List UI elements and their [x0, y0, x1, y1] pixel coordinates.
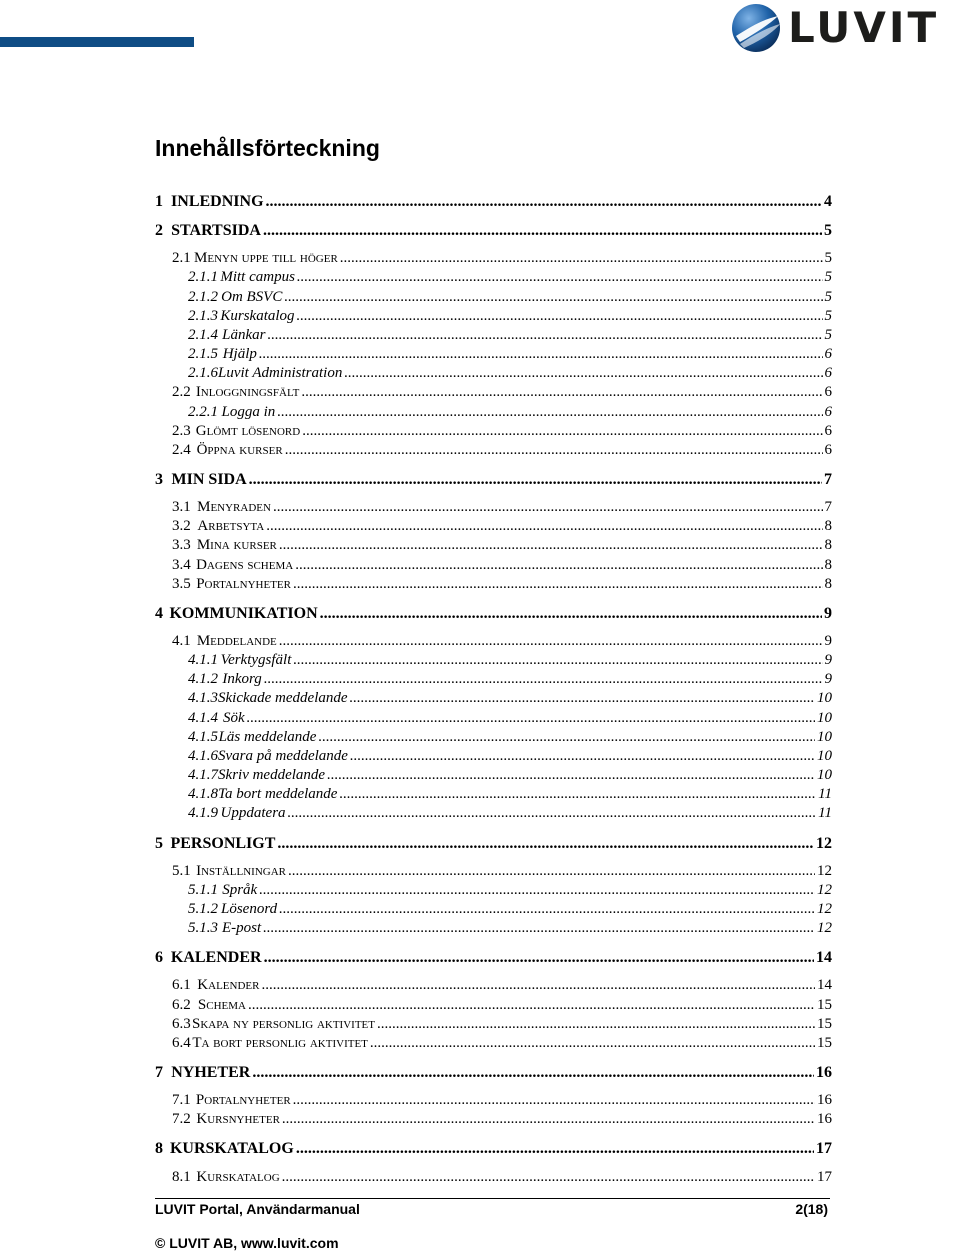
toc-entry[interactable] — [155, 767, 832, 786]
toc-entry-page: 14 — [817, 977, 832, 994]
toc-entry[interactable] — [155, 1016, 832, 1035]
toc-dot-leader — [288, 805, 817, 822]
toc-entry-page: 4 — [824, 193, 832, 210]
toc-entry-number: 4.1.3 — [188, 690, 218, 707]
toc-entry-number: 8.1 — [172, 1168, 191, 1185]
toc-entry[interactable] — [155, 605, 832, 624]
toc-entry-title: Verktygsfält — [220, 652, 292, 669]
toc-entry-number: 2.1 — [172, 250, 191, 267]
toc-entry-title: NYHETER — [171, 1064, 251, 1081]
toc-dot-leader — [279, 901, 815, 918]
toc-dot-leader — [279, 537, 823, 554]
toc-entry[interactable] — [155, 863, 832, 882]
toc-entry-title: Inkorg — [222, 671, 262, 688]
toc-entry-page: 17 — [817, 1168, 832, 1185]
toc-dot-leader — [268, 327, 823, 344]
toc-entry-title: Kurskatalog — [196, 1168, 280, 1185]
toc-dot-leader — [282, 1169, 815, 1186]
toc-entry[interactable] — [155, 882, 832, 901]
toc-entry-title: Menyraden — [197, 499, 271, 516]
toc-entry-page: 6 — [824, 346, 832, 363]
toc-dot-leader — [339, 786, 816, 803]
toc-entry-page: 8 — [824, 537, 832, 554]
toc-dot-leader — [264, 949, 814, 967]
brand-wordmark: LUVIT — [788, 3, 940, 52]
toc-entry-number: 2.2.1 — [188, 403, 218, 420]
toc-entry-page: 9 — [824, 633, 832, 649]
toc-dot-leader — [266, 518, 822, 535]
toc-entry[interactable] — [155, 384, 832, 403]
toc-entry-page: 7 — [824, 470, 832, 488]
toc-entry-title: Ta bort meddelande — [218, 786, 338, 803]
toc-entry-number: 4.1.9 — [188, 805, 218, 822]
toc-entry-title: INLEDNING — [171, 193, 264, 210]
toc-entry-page: 14 — [816, 949, 832, 967]
toc-entry-page: 5 — [824, 326, 832, 343]
toc-entry-number: 2.1.1 — [188, 269, 218, 286]
toc-entry[interactable] — [155, 193, 832, 212]
toc-entry[interactable] — [155, 1140, 832, 1159]
toc-entry-title: KALENDER — [170, 949, 262, 967]
toc-dot-leader — [293, 576, 823, 593]
toc-entry-title: Menyn uppe till höger — [194, 250, 338, 267]
toc-dot-leader — [259, 882, 815, 899]
toc-entry-page: 9 — [824, 671, 832, 688]
toc-dot-leader — [249, 471, 822, 489]
toc-entry-title: Inställningar — [196, 862, 287, 879]
toc-entry-title: Arbetsyta — [197, 518, 265, 535]
toc-entry[interactable] — [155, 901, 832, 920]
toc-dot-leader — [263, 222, 822, 240]
toc-entry-page: 8 — [824, 575, 832, 592]
toc-entry-number: 8 — [155, 1140, 163, 1158]
toc-dot-leader — [277, 404, 822, 421]
toc-entry[interactable] — [155, 710, 832, 729]
toc-entry-number: 5 — [155, 834, 163, 852]
toc-dot-leader — [248, 997, 815, 1014]
toc-entry-number: 5.1.3 — [188, 920, 218, 937]
footer-copyright: © LUVIT AB, www.luvit.com — [155, 1235, 339, 1251]
toc-entry-title: Kursnyheter — [196, 1111, 280, 1128]
toc-dot-leader — [282, 1111, 815, 1128]
toc-entry-number: 2.1.5 — [188, 346, 218, 363]
toc-entry-title: Dagens schema — [196, 556, 294, 573]
toc-entry-number: 3.5 — [172, 575, 191, 592]
toc-entry[interactable] — [155, 537, 832, 556]
toc-entry[interactable] — [155, 977, 832, 996]
toc-entry[interactable] — [155, 222, 832, 241]
toc-entry-number: 3 — [155, 470, 163, 488]
toc-entry-number: 5.1.1 — [188, 881, 218, 898]
toc-entry-title: Glömt lösenord — [195, 422, 301, 439]
toc-entry-title: Svara på meddelande — [218, 747, 348, 764]
toc-entry-page: 17 — [816, 1140, 832, 1158]
toc-entry-title: Kurskatalog — [220, 307, 295, 324]
toc-dot-leader — [318, 729, 815, 746]
toc-entry-title: Mitt campus — [220, 269, 295, 286]
toc-dot-leader — [350, 748, 815, 765]
toc-entry-number: 7.1 — [172, 1092, 191, 1109]
toc-entry-page: 6 — [824, 384, 832, 401]
toc-entry[interactable] — [155, 423, 832, 442]
toc-entry-number: 4.1 — [172, 633, 191, 649]
toc-entry-number: 4.1.1 — [188, 652, 218, 669]
toc-entry-title: Språk — [222, 881, 258, 898]
toc-entry-page: 12 — [817, 862, 832, 879]
toc-entry-number: 3.4 — [172, 556, 191, 573]
toc-dot-leader — [288, 863, 815, 880]
toc-entry[interactable] — [155, 949, 832, 968]
toc-dot-leader — [259, 346, 823, 363]
toc-entry-number: 2.2 — [172, 384, 191, 401]
toc-entry-number: 7.2 — [172, 1111, 191, 1128]
toc-entry-title: KURSKATALOG — [169, 1140, 294, 1158]
luvit-logo — [730, 2, 960, 54]
toc-dot-leader — [377, 1016, 815, 1033]
page-title: Innehållsförteckning — [155, 135, 380, 161]
toc-entry[interactable] — [155, 518, 832, 537]
toc-entry-page: 9 — [824, 652, 832, 669]
toc-entry-number: 6.3 — [172, 1015, 191, 1032]
toc-entry-title: STARTSIDA — [171, 222, 261, 240]
toc-entry-number: 3.3 — [172, 537, 191, 554]
toc-dot-leader — [285, 442, 823, 459]
toc-entry-title: Schema — [197, 996, 246, 1013]
toc-entry[interactable] — [155, 576, 832, 595]
toc-entry-title: Skapa ny personlig aktivitet — [192, 1015, 375, 1032]
toc-entry-title: Länkar — [222, 326, 266, 343]
toc-entry-number: 2.1.2 — [188, 288, 218, 305]
toc-entry[interactable] — [155, 250, 832, 269]
toc-entry-number: 5.1 — [172, 862, 191, 879]
toc-entry[interactable] — [155, 442, 832, 461]
toc-entry-page: 5 — [824, 307, 832, 324]
toc-entry-page: 6 — [824, 403, 832, 420]
toc-entry-number: 2.4 — [172, 441, 191, 458]
toc-entry-number: 2 — [155, 222, 163, 240]
toc-dot-leader — [320, 605, 822, 623]
toc-dot-leader — [344, 365, 822, 382]
toc-entry[interactable] — [155, 690, 832, 709]
toc-entry-title: Om BSVC — [221, 288, 283, 305]
toc-entry-title: Portalnyheter — [196, 575, 291, 592]
toc-entry-page: 11 — [818, 786, 832, 803]
footer-divider — [155, 1198, 830, 1199]
toc-entry-title: MIN SIDA — [171, 470, 247, 488]
toc-dot-leader — [297, 269, 823, 286]
toc-dot-leader — [302, 423, 822, 440]
toc-entry-number: 1 — [155, 193, 163, 210]
toc-entry-number: 4.1.6 — [188, 747, 218, 764]
toc-dot-leader — [273, 499, 823, 516]
toc-entry[interactable] — [155, 633, 832, 652]
toc-entry-number: 2.3 — [172, 422, 191, 439]
toc-entry[interactable] — [155, 1092, 832, 1111]
toc-entry-page: 12 — [817, 881, 832, 898]
toc-entry[interactable] — [155, 748, 832, 767]
toc-entry-page: 5 — [824, 288, 832, 305]
toc-entry-number: 4.1.5 — [188, 728, 218, 745]
footer-doc-title: LUVIT Portal, Användarmanual — [155, 1201, 360, 1217]
toc-dot-leader — [350, 690, 815, 707]
toc-entry[interactable] — [155, 404, 832, 423]
toc-entry[interactable] — [155, 346, 832, 365]
toc-entry-page: 15 — [817, 1034, 832, 1051]
toc-entry-number: 6.1 — [172, 977, 191, 994]
toc-entry[interactable] — [155, 652, 832, 671]
toc-entry-page: 16 — [817, 1111, 832, 1128]
toc-dot-leader — [297, 308, 823, 325]
toc-dot-leader — [261, 977, 815, 994]
toc-entry-page: 6 — [824, 422, 832, 439]
toc-entry-number: 2.1.6 — [188, 365, 218, 382]
toc-entry-page: 8 — [824, 518, 832, 535]
toc-entry-page: 10 — [817, 690, 832, 707]
toc-dot-leader — [277, 835, 814, 853]
toc-entry-title: Kalender — [197, 977, 260, 994]
toc-entry-number: 4.1.8 — [188, 786, 218, 803]
toc-entry[interactable] — [155, 557, 832, 576]
toc-entry-number: 3.2 — [172, 518, 191, 535]
toc-entry[interactable] — [155, 1169, 832, 1188]
toc-dot-leader — [293, 652, 822, 669]
toc-entry-title: Hjälp — [222, 346, 257, 363]
toc-entry-page: 10 — [817, 747, 832, 764]
toc-entry-page: 5 — [824, 250, 832, 267]
toc-entry-number: 2.1.4 — [188, 326, 218, 343]
toc-entry-page: 7 — [824, 499, 832, 516]
toc-entry-page: 10 — [817, 728, 832, 745]
toc-entry-title: Läs meddelande — [218, 728, 317, 745]
toc-entry-title: Inloggningsfält — [195, 384, 300, 401]
toc-entry[interactable] — [155, 1111, 832, 1130]
toc-entry[interactable] — [155, 920, 832, 939]
toc-entry[interactable] — [155, 1064, 832, 1083]
toc-dot-leader — [296, 1140, 814, 1158]
toc-entry-title: Meddelande — [196, 633, 277, 649]
toc-dot-leader — [264, 671, 823, 688]
toc-dot-leader — [301, 384, 822, 401]
toc-entry-number: 6.2 — [172, 996, 191, 1013]
toc-entry-number: 3.1 — [172, 499, 191, 516]
toc-entry-title: Ta bort personlig aktivitet — [192, 1034, 368, 1051]
toc-entry-title: Portalnyheter — [195, 1092, 291, 1109]
toc-entry-page: 12 — [816, 834, 832, 852]
toc-entry-page: 11 — [818, 805, 832, 822]
toc-entry-page: 8 — [824, 556, 832, 573]
toc-entry[interactable] — [155, 365, 832, 384]
toc-entry[interactable] — [155, 471, 832, 490]
toc-entry-page: 5 — [824, 269, 832, 286]
toc-entry-page: 6 — [824, 441, 832, 458]
toc-entry-number: 4.1.4 — [188, 709, 218, 726]
toc-entry-number: 4.1.2 — [188, 671, 218, 688]
toc-entry[interactable] — [155, 269, 832, 288]
toc-entry[interactable] — [155, 308, 832, 327]
toc-entry[interactable] — [155, 786, 832, 805]
toc-entry[interactable] — [155, 499, 832, 518]
toc-entry-number: 4.1.7 — [188, 767, 218, 784]
toc-entry-title: Uppdatera — [220, 805, 286, 822]
toc-entry-number: 5.1.2 — [188, 900, 218, 917]
toc-entry-page: 12 — [817, 920, 832, 937]
toc-dot-leader — [340, 250, 823, 267]
toc-entry-number: 6.4 — [172, 1034, 191, 1051]
toc-entry-number: 2.1.3 — [188, 307, 218, 324]
toc-dot-leader — [295, 557, 822, 574]
toc-entry-title: Logga in — [221, 403, 276, 420]
toc-entry-title: PERSONLIGT — [170, 834, 276, 852]
toc-entry-title: E-post — [221, 920, 262, 937]
toc-entry-page: 16 — [817, 1092, 832, 1109]
toc-dot-leader — [263, 920, 815, 937]
toc-entry-title: Skriv meddelande — [218, 767, 326, 784]
toc-dot-leader — [327, 767, 815, 784]
toc-entry-title: Lösenord — [220, 900, 278, 917]
toc-entry-page: 10 — [817, 709, 832, 726]
footer-page-indicator: 2(18) — [795, 1201, 828, 1217]
toc-entry-page: 12 — [817, 900, 832, 917]
toc-entry-page: 5 — [824, 222, 832, 240]
toc-entry-title: Mina kurser — [196, 537, 277, 554]
toc-dot-leader — [284, 289, 822, 306]
toc-entry[interactable] — [155, 729, 832, 748]
toc-entry[interactable] — [155, 327, 832, 346]
toc-entry[interactable] — [155, 1035, 832, 1054]
toc-entry-page: 15 — [817, 1015, 832, 1032]
toc-entry-title: Skickade meddelande — [218, 690, 348, 707]
luvit-globe-icon — [730, 2, 782, 54]
toc-entry-page: 15 — [817, 996, 832, 1013]
toc-dot-leader — [247, 710, 815, 727]
toc-entry-page: 16 — [816, 1064, 832, 1081]
toc-dot-leader — [252, 1064, 814, 1082]
toc-dot-leader — [293, 1092, 815, 1109]
toc-entry-page: 9 — [824, 604, 832, 622]
toc-dot-leader — [370, 1035, 815, 1052]
toc-entry-title: Luvit Administration — [218, 365, 343, 382]
toc-dot-leader — [266, 193, 822, 211]
toc-entry-number: 7 — [155, 1064, 163, 1081]
toc-entry-title: Öppna kurser — [196, 441, 283, 458]
toc-entry-page: 6 — [824, 365, 832, 382]
toc-entry[interactable] — [155, 671, 832, 690]
toc-entry-number: 6 — [155, 949, 163, 967]
toc-entry-title: KOMMUNIKATION — [169, 604, 318, 622]
toc-entry-number: 4 — [155, 604, 163, 622]
toc-entry-title: Sök — [222, 709, 245, 726]
toc-entry[interactable] — [155, 289, 832, 308]
toc-entry[interactable] — [155, 997, 832, 1016]
toc-dot-leader — [279, 633, 823, 650]
header-accent-bar — [0, 37, 194, 47]
toc-entry[interactable] — [155, 805, 832, 824]
toc-entry[interactable] — [155, 835, 832, 854]
toc-entry-page: 10 — [817, 767, 832, 784]
